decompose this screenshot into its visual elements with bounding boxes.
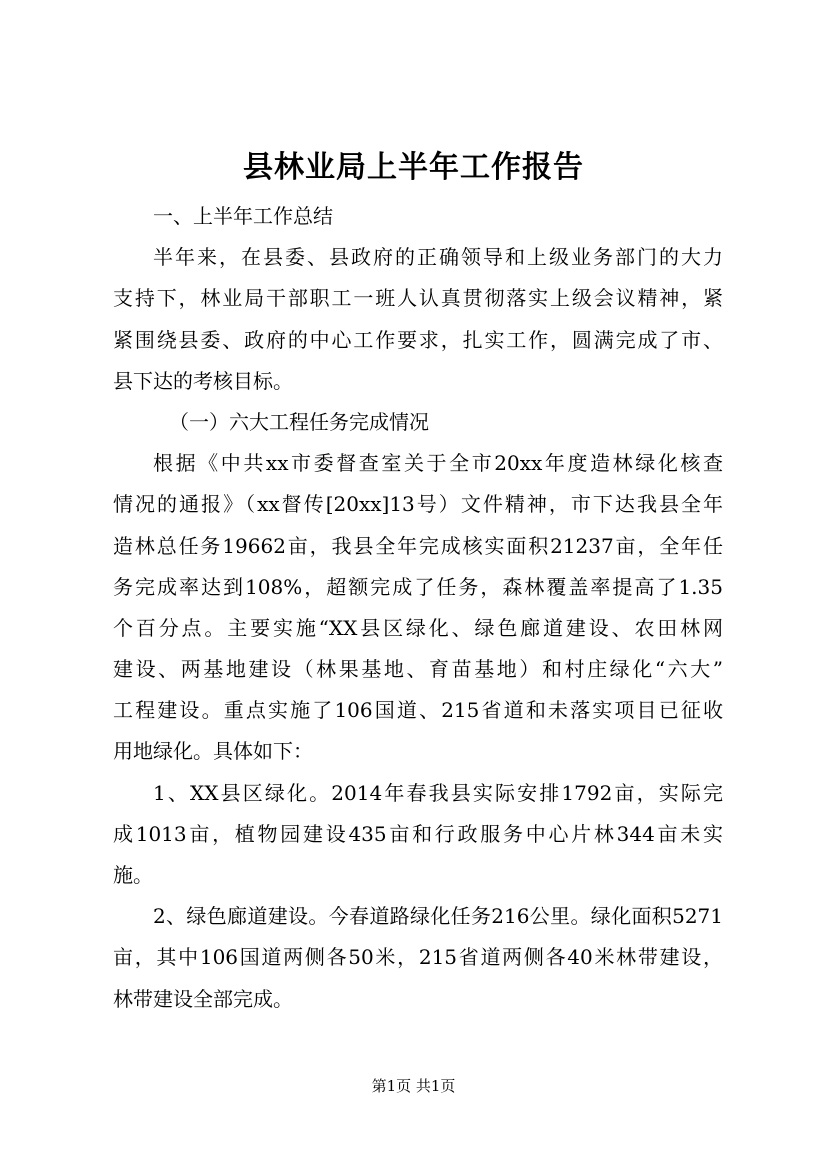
list-item-line: 亩，其中106国道两侧各50米，215省道两侧各40米林带建设， <box>113 945 723 970</box>
list-item-line: 施。 <box>113 863 153 887</box>
paragraph-line: 支持下，林业局干部职工一班人认真贯彻落实上级会议精神，紧 <box>113 286 723 311</box>
paragraph-line: 用地绿化。具体如下： <box>113 739 313 764</box>
paragraph-line: 建设、两基地建设（林果基地、育苗基地）和村庄绿化“六大” <box>113 657 723 682</box>
document-body <box>113 196 723 1020</box>
paragraph-line: 工程建设。重点实施了106国道、215省道和未落实项目已征收 <box>113 698 723 723</box>
paragraph-line: 半年来，在县委、县政府的正确领导和上级业务部门的大力 <box>153 245 723 270</box>
subsection-heading: （一）六大工程任务完成情况 <box>169 409 429 434</box>
list-item-line: 2、绿色廊道建设。今春道路绿化任务216公里。绿化面积5271 <box>153 904 723 929</box>
document-title: 县林业局上半年工作报告 <box>243 150 584 185</box>
paragraph-line: 务完成率达到108%，超额完成了任务，森林覆盖率提高了1.35 <box>113 574 723 599</box>
paragraph-line: 紧围绕县委、政府的中心工作要求，扎实工作，圆满完成了市、 <box>113 327 723 352</box>
section-heading: 一、上半年工作总结 <box>153 204 333 228</box>
paragraph-line: 造林总任务19662亩，我县全年完成核实面积21237亩，全年任 <box>113 533 723 558</box>
paragraph-line: 情况的通报》（xx督传[20xx]13号）文件精神，市下达我县全年 <box>113 492 723 517</box>
list-item-line: 成1013亩，植物园建设435亩和行政服务中心片林344亩未实 <box>113 821 723 846</box>
page-footer: 第1页 共1页 <box>371 1077 456 1095</box>
paragraph-line: 县下达的考核目标。 <box>113 368 293 393</box>
list-item-line: 林带建设全部完成。 <box>113 986 293 1011</box>
list-item-line: 1、XX县区绿化。2014年春我县实际安排1792亩，实际完 <box>153 780 723 805</box>
paragraph-line: 根据《中共xx市委督查室关于全市20xx年度造林绿化核查 <box>153 451 723 476</box>
paragraph-line: 个百分点。主要实施“XX县区绿化、绿色廊道建设、农田林网 <box>113 615 723 640</box>
